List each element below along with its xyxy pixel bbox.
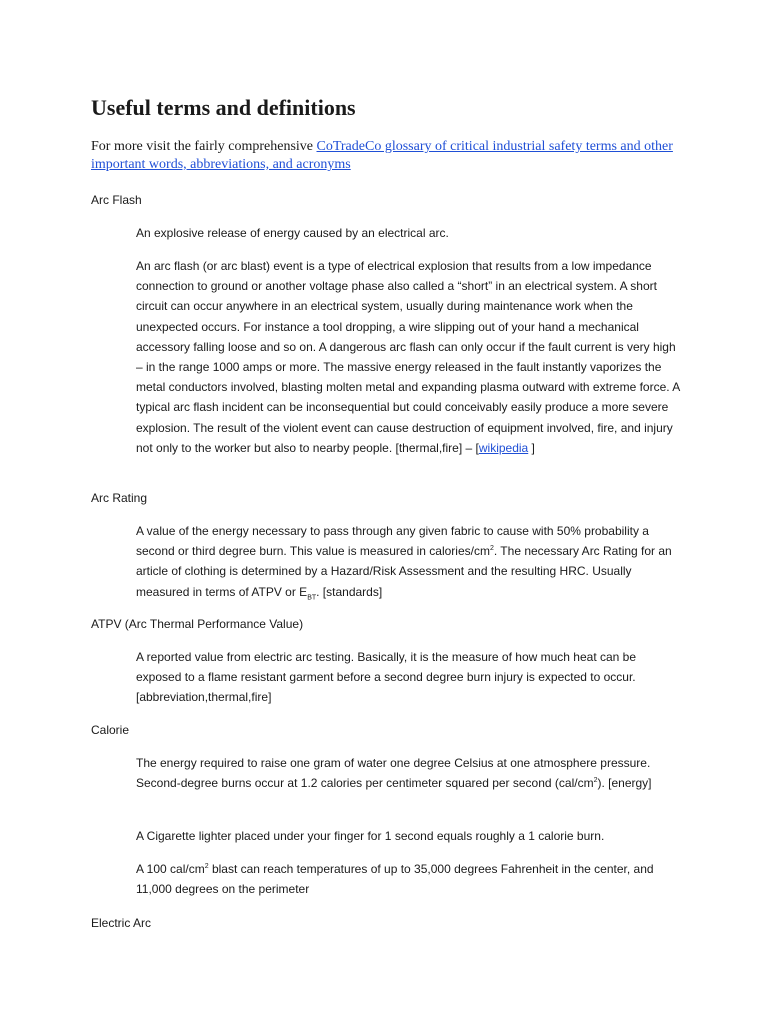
definition-calorie-text-3: A 100 cal/cm xyxy=(136,862,205,876)
definition-calorie-1 xyxy=(136,753,681,793)
definition-arc-flash-text: An arc flash (or arc blast) event is a type of electrical explosion that results from a low impedance connection to ground or another voltage phase also called a “short” in an electrical system. A short circuit can occur anywhere in an electrical system, usually during maintenance work when the unexpected occurs. For instance a tool dropping, a wire slipping out of your hand a mechanical accessory falling loose and so on. A dangerous arc flash can only occur if the fault current is very high – in the range 1000 amps or more. The massive energy released in the fault instantly vaporizes the metal conductors involved, blasting molten metal and expanding plasma outward with extreme force. A typical arc flash incident can be inconsequential but could conceivably easily produce a more severe explosion. The result of the violent event can cause destruction of equipment involved, fire, and injury not only to the worker but also to nearby people. [thermal,fire] – [ xyxy=(136,259,680,455)
superscript-2: 2 xyxy=(489,545,494,553)
definition-calorie-text-2: ). [energy] xyxy=(597,776,652,791)
subscript-bt: BT xyxy=(307,594,317,601)
definition-arc-rating-text-2: . The necessary Arc Rating for an article of clothing is determined by a Hazard/Risk Assessment and the resulting HRC. Usually measured in terms of ATPV or E xyxy=(136,544,672,599)
definition-calorie-text-1: The energy required to raise one gram of water one degree Celsius at one atmosphere pressure. Second-degree burns occur at 1.2 calories per centimeter squared per second (cal/cm xyxy=(136,756,651,791)
definition-arc-flash-suffix: ] xyxy=(528,440,535,455)
definition-arc-rating-text-3: . [standards] xyxy=(316,584,383,599)
term-arc-flash: Arc Flash xyxy=(91,193,142,207)
page-title: Useful terms and definitions xyxy=(91,95,356,120)
definition-arc-rating xyxy=(136,521,681,602)
intro-text: For more visit the fairly comprehensive xyxy=(91,139,317,154)
term-electric-arc: Electric Arc xyxy=(91,916,152,930)
definition-arc-rating-text-1: A value of the energy necessary to pass through any given fabric to cause with 50% probability a second or third degree burn. This value is measured in calories/cm xyxy=(136,524,649,559)
term-calorie: Calorie xyxy=(91,723,130,737)
intro-paragraph xyxy=(91,138,681,174)
term-arc-rating: Arc Rating xyxy=(91,491,148,505)
definition-arc-flash-long xyxy=(136,256,681,458)
definition-arc-flash-short: An explosive release of energy caused by an electrical arc. xyxy=(136,226,449,240)
definition-calorie-3 xyxy=(136,859,681,899)
definition-atpv: A reported value from electric arc testing. Basically, it is the measure of how much heat can be exposed to a flame resistant garment before a second degree burn injury is expected to occur. [abbreviation,thermal,fire] xyxy=(136,650,637,705)
wikipedia-link[interactable]: wikipedia xyxy=(478,440,529,455)
term-atpv: ATPV (Arc Thermal Performance Value) xyxy=(91,617,304,631)
superscript-2: 2 xyxy=(204,863,209,870)
definition-calorie-text-4: blast can reach temperatures of up to 35,000 degrees Fahrenheit in the center, and 11,000 degrees on the perimeter xyxy=(136,862,654,897)
definition-calorie-2: A Cigarette lighter placed under your finger for 1 second equals roughly a 1 calorie burn. xyxy=(136,829,605,843)
glossary-link[interactable]: CoTradeCo glossary of critical industrial safety terms and other important words, abbreviations, and acronyms xyxy=(91,139,673,172)
superscript-2: 2 xyxy=(593,777,598,785)
